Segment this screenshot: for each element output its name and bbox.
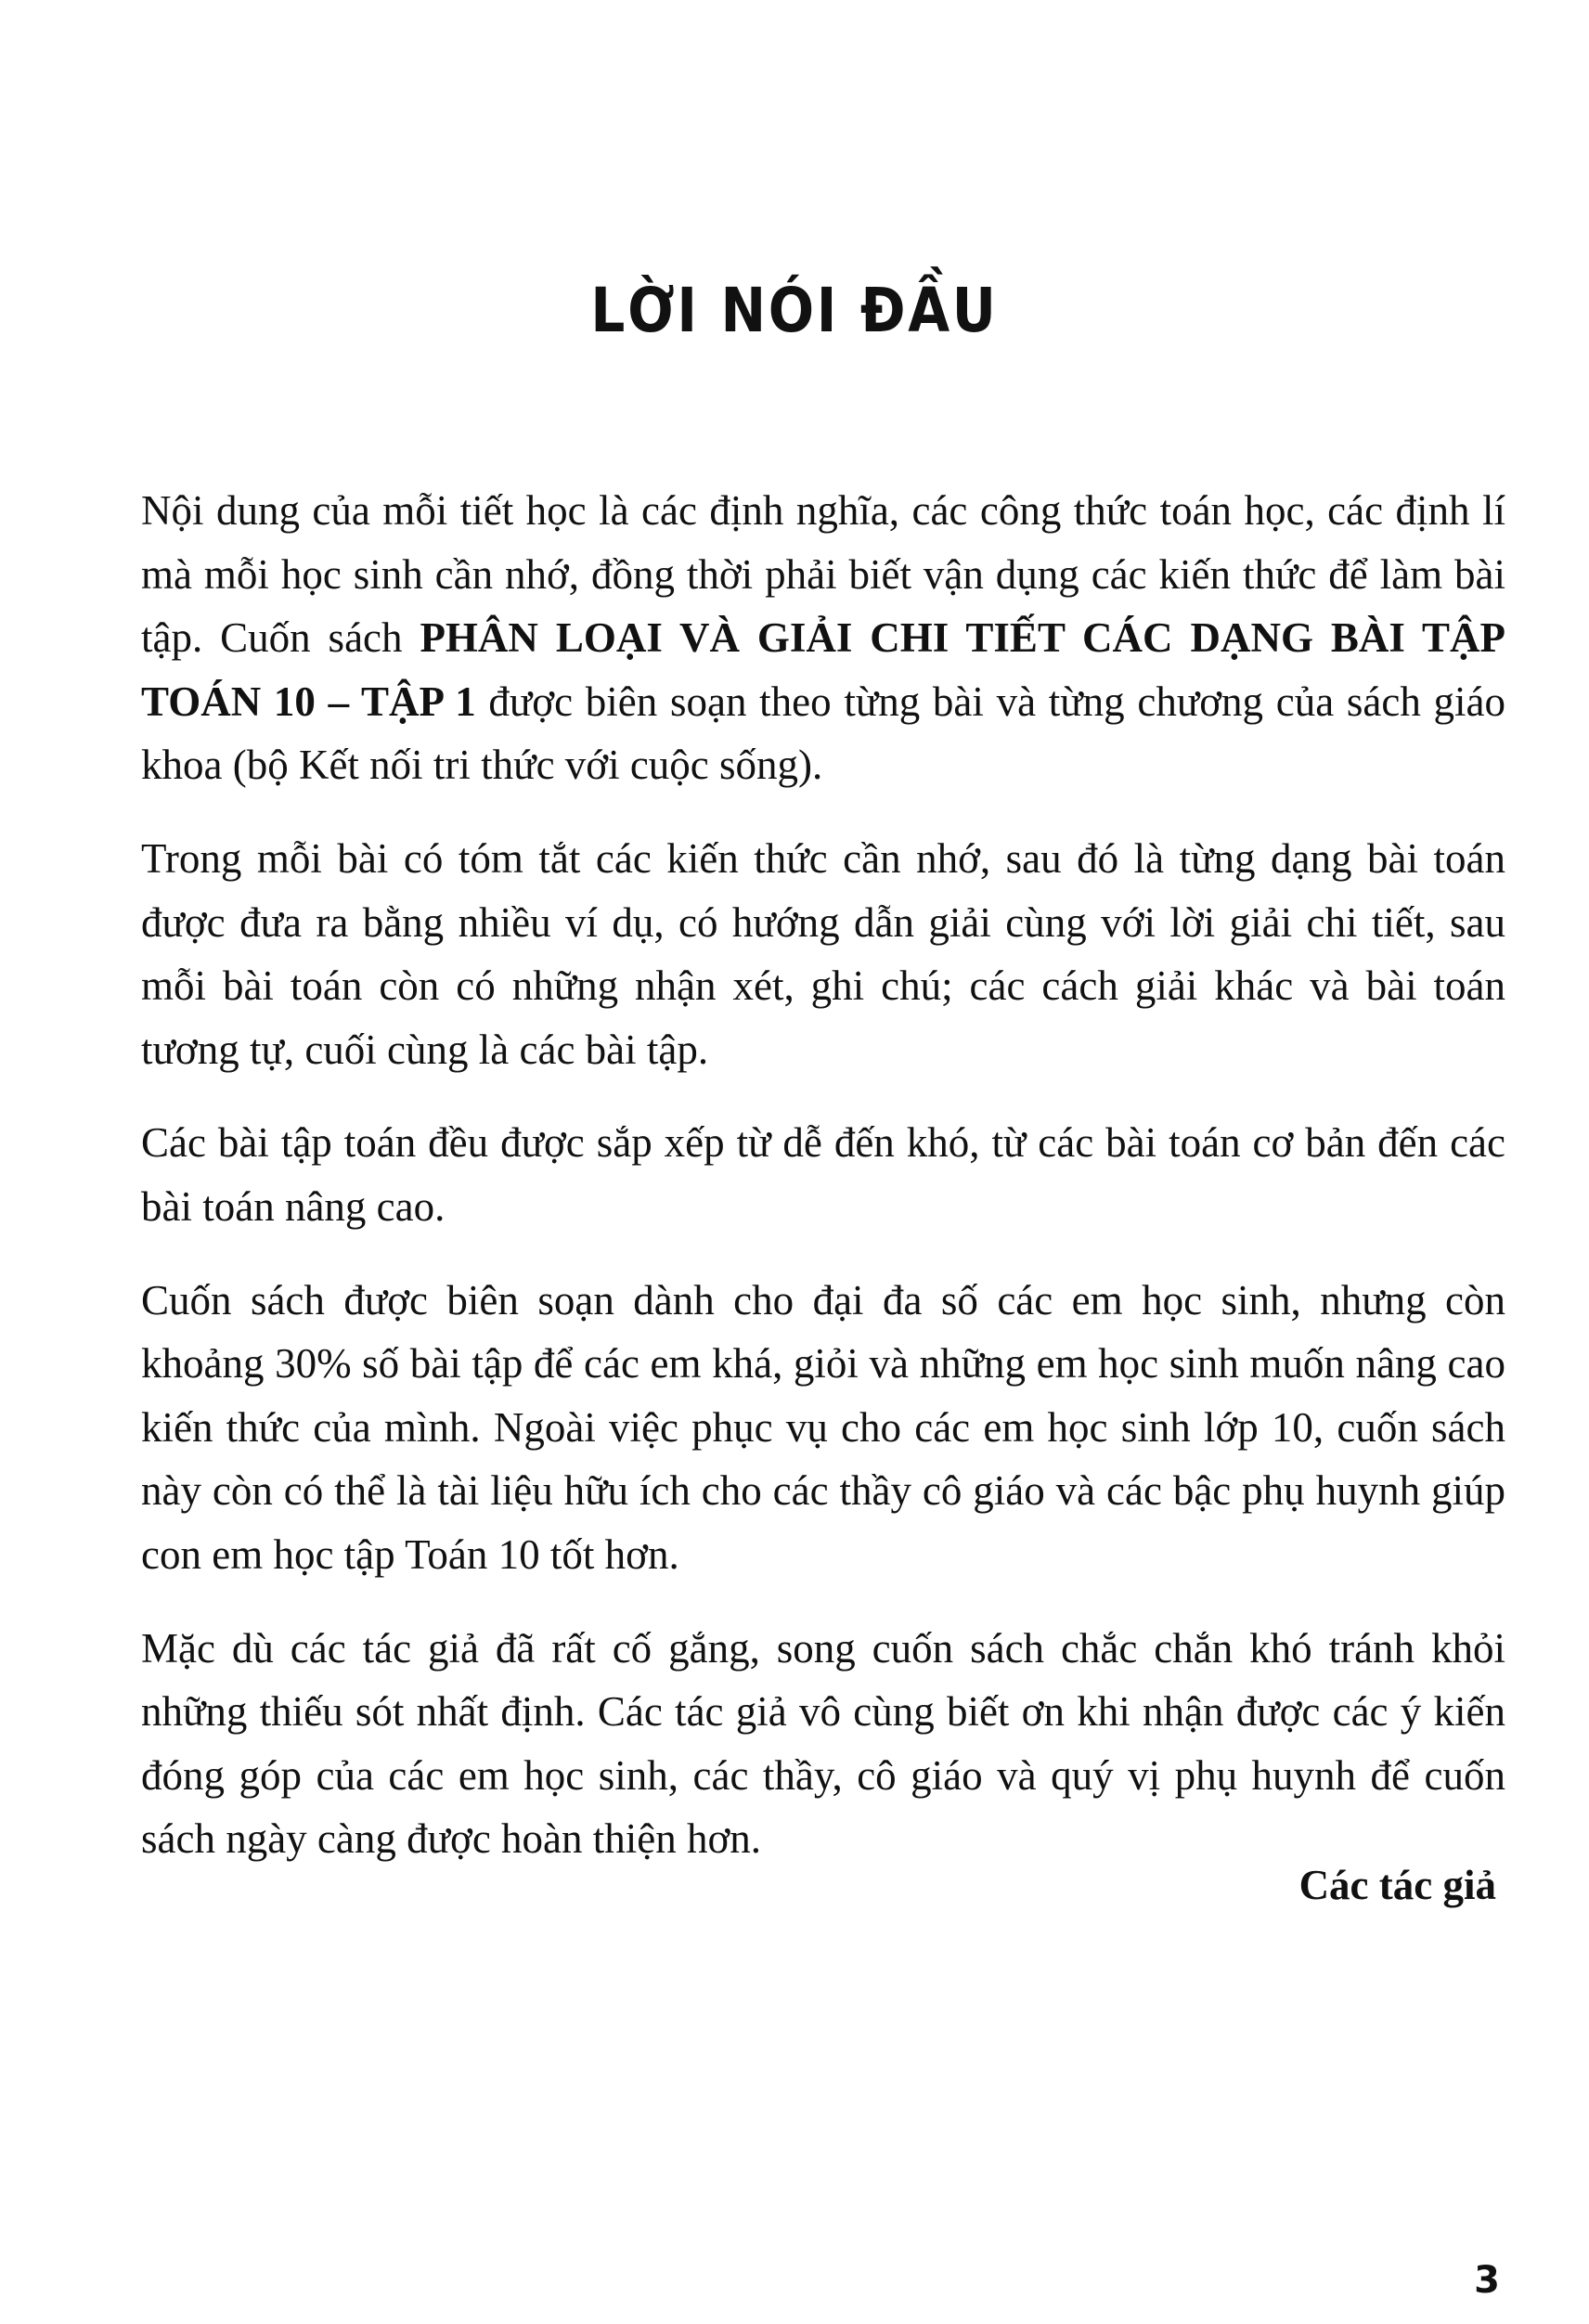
book-title: PHÂN LOẠI VÀ GIẢI CHI TIẾT CÁC DẠNG BÀI TẬP TOÁN 10 – TẬP 1	[141, 614, 1505, 725]
page-title: LỜI NÓI ĐẦU	[590, 275, 999, 346]
signature: Các tác giả	[1298, 1862, 1496, 1908]
body-text	[141, 479, 1505, 1901]
paragraph-4: Cuốn sách được biên soạn dành cho đại đa số các em học sinh, nhưng còn khoảng 30% số bài tập để các em khá, giỏi và những em học sinh muốn nâng cao kiến thức của mình. Ngoài việc phục vụ cho các em học sinh lớp 10, cuốn sách này còn có thể là tài liệu hữu ích cho các thầy cô giáo và các bậc phụ huynh giúp con em học tập Toán 10 tốt hơn.	[141, 1276, 1505, 1578]
paragraph-2: Trong mỗi bài có tóm tắt các kiến thức cần nhớ, sau đó là từng dạng bài toán được đưa ra bằng nhiều ví dụ, có hướng dẫn giải cùng với lời giải chi tiết, sau mỗi bài toán còn có những nhận xét, ghi chú; các cách giải khác và bài toán tương tự, cuối cùng là các bài tập.	[141, 834, 1505, 1073]
paragraph-3: Các bài tập toán đều được sắp xếp từ dễ đến khó, từ các bài toán cơ bản đến các bài toán nâng cao.	[141, 1119, 1505, 1230]
paragraph-1-end: được biên soạn theo từng bài và từng chương của sách giáo khoa (bộ Kết nối tri thức với cuộc sống).	[141, 678, 1506, 789]
paragraph-1	[141, 479, 1505, 797]
page-number: 3	[1474, 2259, 1500, 2302]
paragraph-1-start: Nội dung của mỗi tiết học là các định nghĩa, các công thức toán học, các định lí mà mỗi học sinh cần nhớ, đồng thời phải biết vận dụng các kiến thức để làm bài tập. Cuốn sách	[141, 487, 1505, 662]
paragraph-5: Mặc dù các tác giả đã rất cố gắng, song cuốn sách chắc chắn khó tránh khỏi những thiếu sót nhất định. Các tác giả vô cùng biết ơn khi nhận được các ý kiến đóng góp của các em học sinh, các thầy, cô giáo và quý vị phụ huynh để cuốn sách ngày càng được hoàn thiện hơn.	[141, 1624, 1505, 1863]
